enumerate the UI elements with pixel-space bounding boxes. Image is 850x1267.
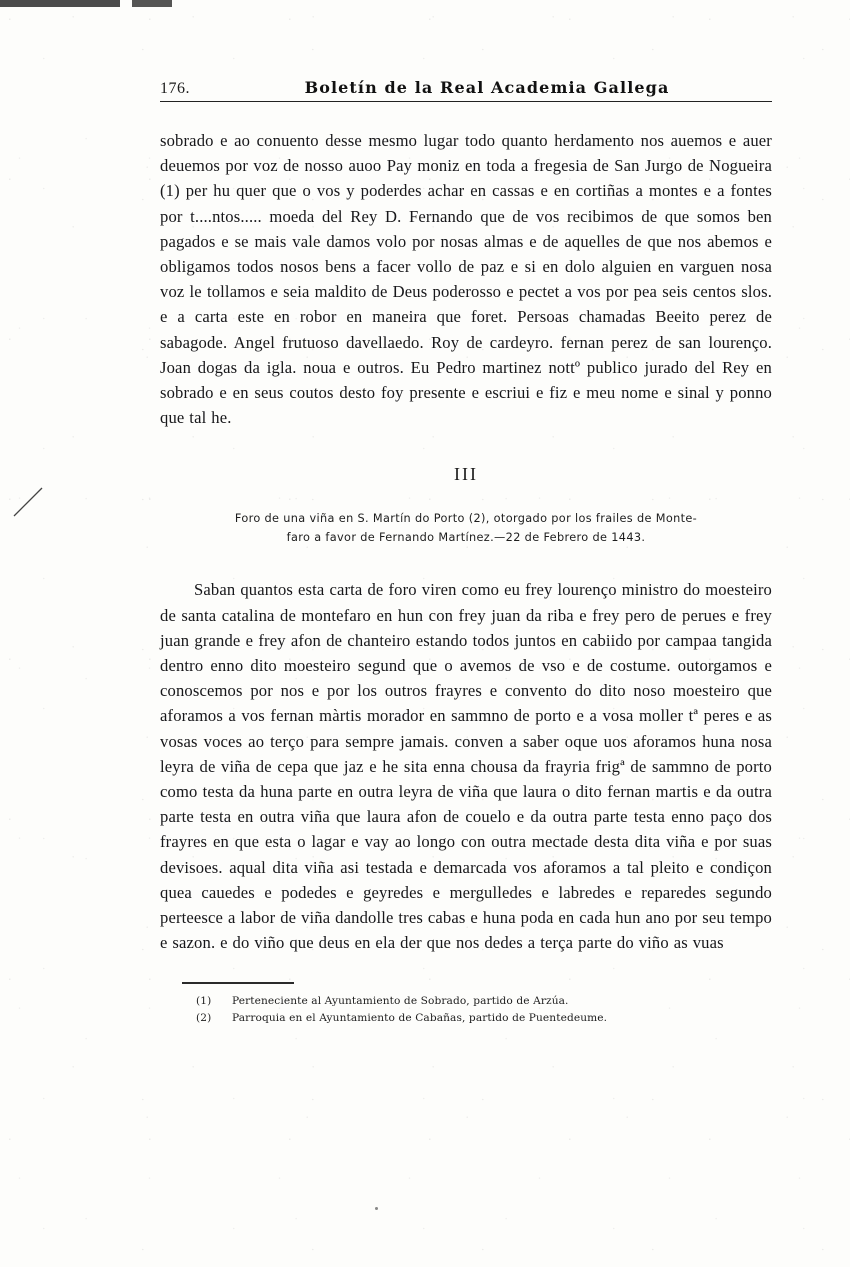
document-caption <box>166 509 766 547</box>
footnote-item <box>196 1010 772 1027</box>
footnote-separator-rule <box>182 982 294 983</box>
running-head <box>160 78 772 102</box>
footnote-marker: (2) <box>196 1011 212 1024</box>
document-paragraph-two: Saban quantos esta carta de foro viren como eu frey lourenço ministro do moesteiro de santa catalina de montefaro en hun con frey juan da riba e frey pero de perues e frey juan grande e frey afon de chanteiro estando todos juntos en cabiido por campaa tangida dentro enno dito moesteiro segund que o avemos de vso e de costume. outorgamos e conoscemos por nos e por los outros frayres e convento do dito noso moesteiro que aforamos a vos fernan màrtis morador en sammno de porto e a vosa moller tª peres e as vosas voces ao terço para sempre jamais. conven a saber oque uos aforamos huna nosa leyra de viña de cepa que jaz e he sita enna chousa da frayria frigª de sammno de porto como testa da huna parte en outra leyra de viña que laura o dito fernan martis e da outra parte testa en outra viña que laura afon de couelo e da outra parte testa enno paço dos frayres en que esta o lagar e vay ao longo con outra mectade desta dita viña e por suas devisoes. aqual dita viña asi testada e demarcada vos aforamos a tal pleito e condiçon quea cauedes e podedes e geyredes e mergulledes e labredes e reparedes segundo perteesce a labor de viña dandolle tres cabas e huna poda en cada hun ano por seu tempo e sazon. e do viño que deus en ela der que nos dedes a terça parte do viño as vuas <box>160 580 772 953</box>
section-number: III <box>454 464 478 485</box>
footnote-item <box>196 993 772 1010</box>
journal-title: Boletín de la Real Academia Gallega <box>304 78 670 97</box>
caption-line-2: faro a favor de Fernando Martínez.—22 de Febrero de 1443. <box>286 531 646 545</box>
page-bottom-speck <box>375 1207 378 1210</box>
document-paragraph-one: sobrado e ao conuento desse mesmo lugar todo quanto herdamento nos auemos e auer deuemos por voz de nosso auoo Pay moniz en toda a fregesia de San Jurgo de Nogueira (1) per hu quer que o vos y poderdes achar en cassas e en cortiñas a montes e a fontes por t....ntos..... moeda del Rey D. Fernando que de vos recibimos de que somos ben pagados e se mais vale damos volo por nosas almas e de aquelles de que nos abemos e obligamos todos nosos bens a facer vollo de paz e si en dolo alguien en varguen nosa voz le tollamos e seia maldito de Deus poderosso e pectet a vos por pea seis centos slos. e a carta este en robor en maneira que foret. Persoas chamadas Beeito perez de sabagode. Angel frutuoso davellaedo. Roy de cardeyro. fernan perez de san lourenço. Joan dogas da igla. noua e outros. Eu Pedro martinez nottº publico jurado del Rey en sobrado e en seus coutos desto foy presente e escriui e fiz e meu nome e sinal y ponno que tal he. <box>160 131 772 428</box>
caption-line-1: Foro de una viña en S. Martín do Porto (2), otorgado por los frailes de Monte- <box>234 512 698 526</box>
footnote-list <box>196 993 772 1027</box>
scan-edge-mark <box>0 0 120 7</box>
footnote-marker: (1) <box>196 994 212 1007</box>
footnote-text: Perteneciente al Ayuntamiento de Sobrado, partido de Arzúa. <box>232 994 569 1007</box>
scan-edge-mark-secondary <box>132 0 172 7</box>
page-content <box>160 78 772 1027</box>
folio-number: 176. <box>160 80 190 97</box>
footnote-text: Parroquia en el Ayuntamiento de Cabañas, partido de Puentedeume. <box>232 1011 608 1024</box>
scan-corner-tick-icon <box>12 486 48 522</box>
